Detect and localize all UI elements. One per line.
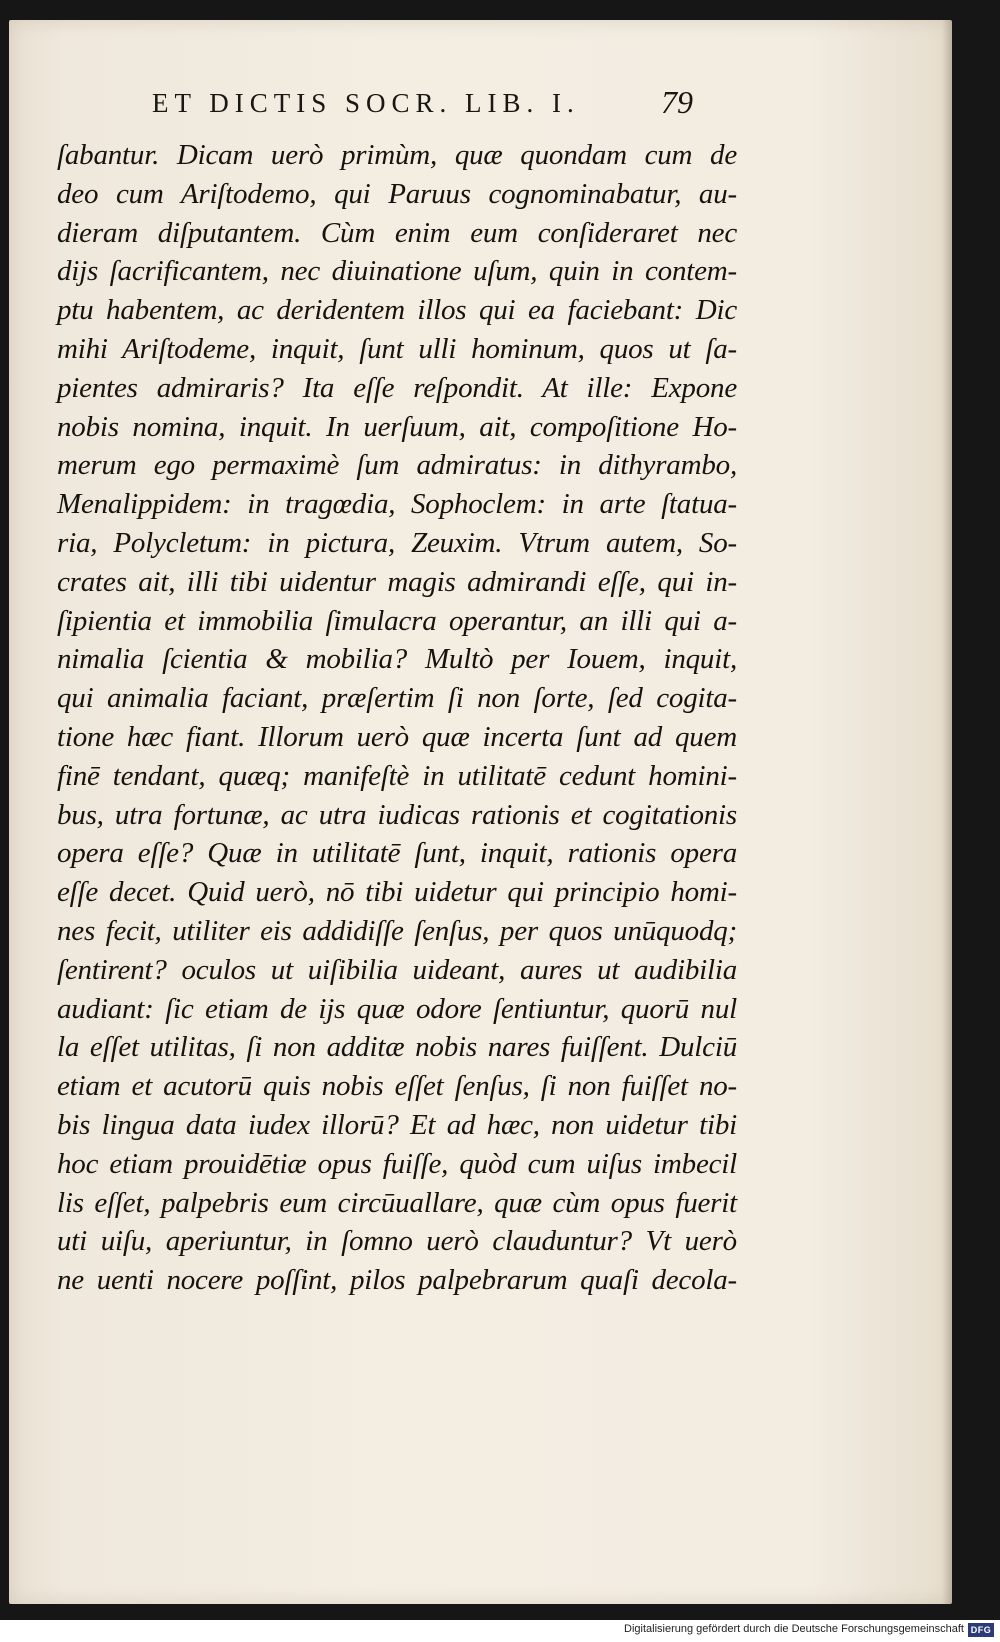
text-line: ria, Polycletum: in pictura, Zeuxim. Vtrum autem, So-	[57, 526, 737, 559]
text-block	[57, 136, 737, 1300]
dfg-logo-icon: DFG	[968, 1623, 994, 1637]
text-line: crates ait, illi tibi uidentur magis admirandi eſſe, qui in-	[57, 565, 737, 598]
text-line: pientes admiraris? Ita eſſe reſpondit. At ille: Expone	[57, 371, 737, 404]
page-number: 79	[661, 84, 693, 120]
text-line: uti uiſu, aperiuntur, in ſomno uerò clauduntur? Vt uerò	[57, 1225, 737, 1258]
text-line: ſentirent? oculos ut uiſibilia uideant, aures ut audibilia	[57, 953, 737, 986]
text-line: etiam et acutorū quis nobis eſſet ſenſus, ſi non fuiſſet no-	[57, 1070, 737, 1103]
text-line: mihi Ariſtodeme, inquit, ſunt ulli hominum, quos ut ſa-	[57, 332, 737, 365]
text-line: dijs ſacrificantem, nec diuinatione uſum, quin in contem-	[57, 255, 737, 288]
text-line: ſipientia et immobilia ſimulacra operantur, an illi qui a-	[57, 604, 737, 637]
text-line: ſabantur. Dicam uerò primùm, quæ quondam cum de	[57, 139, 737, 171]
text-line: dieram diſputantem. Cùm enim eum conſideraret nec	[57, 216, 737, 249]
text-line: finē tendant, quæq; manifeſtè in utilitatē cedunt homini-	[57, 759, 737, 792]
running-title: ET DICTIS SOCR. LIB. I.	[152, 88, 580, 118]
text-line: nes fecit, utiliter eis addidiſſe ſenſus, per quos unūquodq;	[57, 914, 737, 947]
text-line: bis lingua data iudex illorū? Et ad hæc, non uidetur tibi	[57, 1108, 737, 1141]
text-line: eſſe decet. Quid uerò, nō tibi uidetur qui principio homi-	[57, 876, 737, 909]
text-line: la eſſet utilitas, ſi non additæ nobis nares fuiſſent. Dulciū	[57, 1031, 737, 1064]
text-line: merum ego permaximè ſum admiratus: in dithyrambo,	[57, 449, 737, 482]
text-line: ne uenti nocere poſſint, pilos palpebrarum quaſi decola-	[57, 1264, 737, 1297]
text-line: hoc etiam prouidētiæ opus fuiſſe, quòd cum uiſus imbecil	[57, 1147, 737, 1180]
digitization-footer	[0, 1620, 1000, 1642]
text-line: bus, utra fortunæ, ac utra iudicas rationis et cogitationis	[57, 798, 737, 831]
text-line: Menalippidem: in tragœdia, Sophoclem: in arte ſtatua-	[57, 488, 737, 521]
page-edge-shadow	[942, 20, 952, 1604]
text-line: opera eſſe? Quæ in utilitatē ſunt, inquit, rationis opera	[57, 837, 737, 870]
text-line: deo cum Ariſtodemo, qui Paruus cognominabatur, au-	[57, 177, 737, 210]
text-line: ptu habentem, ac deridentem illos qui ea faciebant: Dic	[57, 294, 737, 327]
book-page	[9, 20, 952, 1604]
text-line: nobis nomina, inquit. In uerſuum, ait, compoſitione Ho-	[57, 410, 737, 443]
text-line: audiant: ſic etiam de ijs quæ odore ſentiuntur, quorū nul	[57, 992, 737, 1025]
text-line: tione hæc fiant. Illorum uerò quæ incerta ſunt ad quem	[57, 720, 737, 753]
text-line: nimalia ſcientia & mobilia? Multò per Iouem, inquit,	[57, 643, 737, 676]
text-line: lis eſſet, palpebris eum circūuallare, quæ cùm opus fuerit	[57, 1186, 737, 1219]
funding-credit: Digitalisierung gefördert durch die Deutsche Forschungsgemeinschaft	[624, 1623, 964, 1635]
text-line: qui animalia faciant, præſertim ſi non ſorte, ſed cogita-	[57, 682, 737, 715]
